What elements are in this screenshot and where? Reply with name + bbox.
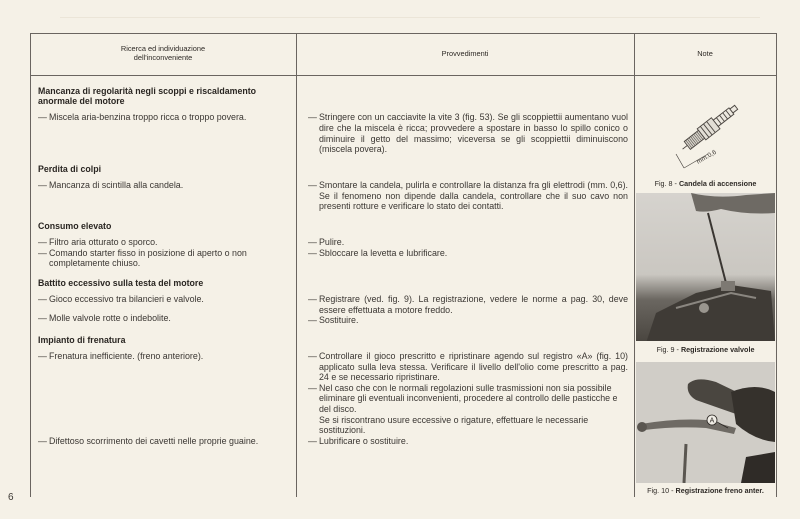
dash: — — [308, 179, 317, 190]
remedy-text: Sostituire. — [319, 315, 359, 326]
remedy-item — [308, 383, 628, 415]
remedies-column — [308, 180, 628, 212]
remedy-text: Stringere con un cacciavite la vite 3 (fig. 53). Se gli scoppiettii aumentano vuol dire che la miscela è ricca; provvedere a spostare in basso lo spillo conico o diminuire il getto del massimo; viceversa se gli scoppiettii diminuiscono (miscela povera). — [319, 112, 628, 155]
figure-title: Registrazione freno anter. — [675, 486, 764, 495]
cause-item — [38, 180, 290, 191]
remedy-item — [308, 436, 628, 447]
dash: — — [38, 435, 47, 446]
dash: — — [38, 112, 47, 123]
figure-caption — [636, 179, 775, 188]
cause-item — [38, 351, 290, 362]
dash: — — [38, 247, 47, 258]
causes-column — [38, 237, 290, 269]
remedy-item — [308, 237, 628, 248]
section-row — [30, 180, 634, 212]
troubleshooting-section — [30, 86, 634, 155]
callout-label: A — [709, 417, 715, 425]
remedy-text: Smontare la candela, pulirla e controllare la distanza fra gli elettrodi (mm. 0,6). Se il fenomeno non dipende dalla candela, controllare che il suo cavo non presenti rotture e verificare lo stato dei contatti. — [319, 179, 628, 212]
cause-item — [38, 313, 290, 324]
remedies-column — [308, 294, 628, 326]
cause-item — [38, 112, 290, 123]
cause-text: Frenatura inefficiente. (freno anteriore). — [49, 350, 204, 361]
section-title: Mancanza di regolarità negli scoppi e riscaldamento anormale del motore — [38, 86, 257, 107]
section-row — [30, 351, 634, 446]
cause-text: Difettoso scorrimento dei cavetti nelle proprie guaine. — [49, 435, 259, 446]
dash: — — [308, 350, 317, 361]
photo-sketch — [636, 193, 775, 341]
figure-title: Candela di accensione — [678, 179, 757, 188]
section-row — [30, 294, 634, 326]
remedy-item — [308, 294, 628, 315]
cause-text: Miscela aria-benzina troppo ricca o troppo povera. — [49, 112, 247, 123]
cause-item — [38, 248, 290, 269]
table-right-border — [776, 33, 777, 497]
figure-number: Fig. 9 - — [656, 345, 679, 354]
causes-column — [38, 112, 290, 154]
cause-item — [38, 294, 290, 305]
spark-plug-illustration — [660, 84, 760, 174]
figure-title: Registrazione valvole — [680, 345, 755, 354]
troubleshooting-section — [30, 278, 634, 326]
remedies-column — [308, 237, 628, 269]
section-title: Consumo elevato — [38, 220, 112, 231]
section-title: Battito eccessivo sulla testa del motore — [38, 277, 204, 288]
header-notes-text: Note — [697, 48, 713, 58]
cause-text: Molle valvole rotte o indebolite. — [49, 312, 171, 323]
table-body — [30, 86, 634, 446]
valve-adjustment-photo — [636, 193, 775, 341]
remedy-item — [308, 112, 628, 154]
brake-lever-photo — [636, 362, 775, 483]
troubleshooting-section — [30, 221, 634, 269]
dash: — — [308, 382, 317, 393]
remedy-item — [308, 248, 628, 259]
cause-text: Comando starter fisso in posizione di aperto o non completamente chiuso. — [49, 247, 247, 269]
dash: — — [38, 293, 47, 304]
remedy-text: Se si riscontrano usure eccessive o rigature, effettuare le necessarie sostituzioni. — [319, 414, 589, 436]
header-diagnosis — [30, 33, 296, 75]
page-number: 6 — [8, 492, 14, 503]
dash: — — [38, 179, 47, 190]
remedy-text: Nel caso che con le normali regolazioni sulle trasmissioni non sia possibile eliminare gli eventuali inconvenienti, procedere al controllo delle pasticche e del disco. — [319, 382, 618, 414]
dash: — — [308, 112, 317, 123]
cause-item — [38, 237, 290, 248]
dash: — — [308, 247, 317, 258]
remedies-column — [308, 112, 628, 154]
cause-item — [38, 436, 279, 447]
troubleshooting-section — [30, 335, 634, 447]
remedy-item — [308, 315, 628, 326]
section-title: Perdita di colpi — [38, 163, 102, 174]
troubleshooting-section — [30, 164, 634, 212]
causes-column — [38, 180, 290, 212]
dash: — — [308, 435, 317, 446]
cause-text: Mancanza di scintilla alla candela. — [49, 179, 184, 190]
section-title: Impianto di frenatura — [38, 334, 126, 345]
figure-caption — [636, 345, 775, 354]
causes-column — [38, 294, 290, 326]
bleed-through-shadow — [60, 3, 760, 18]
dash: — — [308, 236, 317, 247]
remedies-column — [308, 351, 628, 446]
figure-number: Fig. 10 - — [647, 486, 674, 495]
cause-text: Gioco eccessivo tra bilancieri e valvole. — [49, 293, 204, 304]
column-divider — [634, 33, 635, 497]
cause-text: Filtro aria otturato o sporco. — [49, 236, 158, 247]
header-diagnosis-text: Ricerca ed individuazione dell'inconveniente — [120, 44, 206, 62]
remedy-text: Sbloccare la levetta e lubrificare. — [319, 247, 448, 258]
header-notes — [634, 33, 776, 75]
figure-caption — [636, 486, 775, 495]
dash: — — [38, 350, 47, 361]
section-row — [30, 237, 634, 269]
dash: — — [38, 312, 47, 323]
causes-column — [38, 351, 290, 446]
dash: — — [308, 293, 317, 304]
header-remedies — [296, 33, 634, 75]
dash: — — [308, 315, 317, 326]
remedy-text: Registrare (ved. fig. 9). La registrazione, vedere le norme a pag. 30, deve essere effettuata a motore freddo. — [319, 293, 628, 315]
header-remedies-text: Provvedimenti — [441, 48, 489, 58]
remedy-item-continued — [308, 415, 628, 436]
remedy-item — [308, 180, 628, 212]
remedy-text: Lubrificare o sostituire. — [319, 435, 409, 446]
dash: — — [38, 236, 47, 247]
figure-number: Fig. 8 - — [654, 179, 677, 188]
remedy-text: Pulire. — [319, 236, 345, 247]
section-row — [30, 112, 634, 154]
gap-label: mm.0,6 — [695, 148, 718, 166]
photo-sketch — [636, 362, 775, 483]
remedy-item — [308, 351, 628, 383]
remedy-text: Controllare il gioco prescritto e ripristinare agendo sul registro «A» (fig. 10) applicato sulla leva stessa. Verificare il livello dell'olio come prescritto a pag. 24 e se necessario ripristinare. — [319, 350, 628, 383]
table-header-divider — [30, 75, 776, 76]
